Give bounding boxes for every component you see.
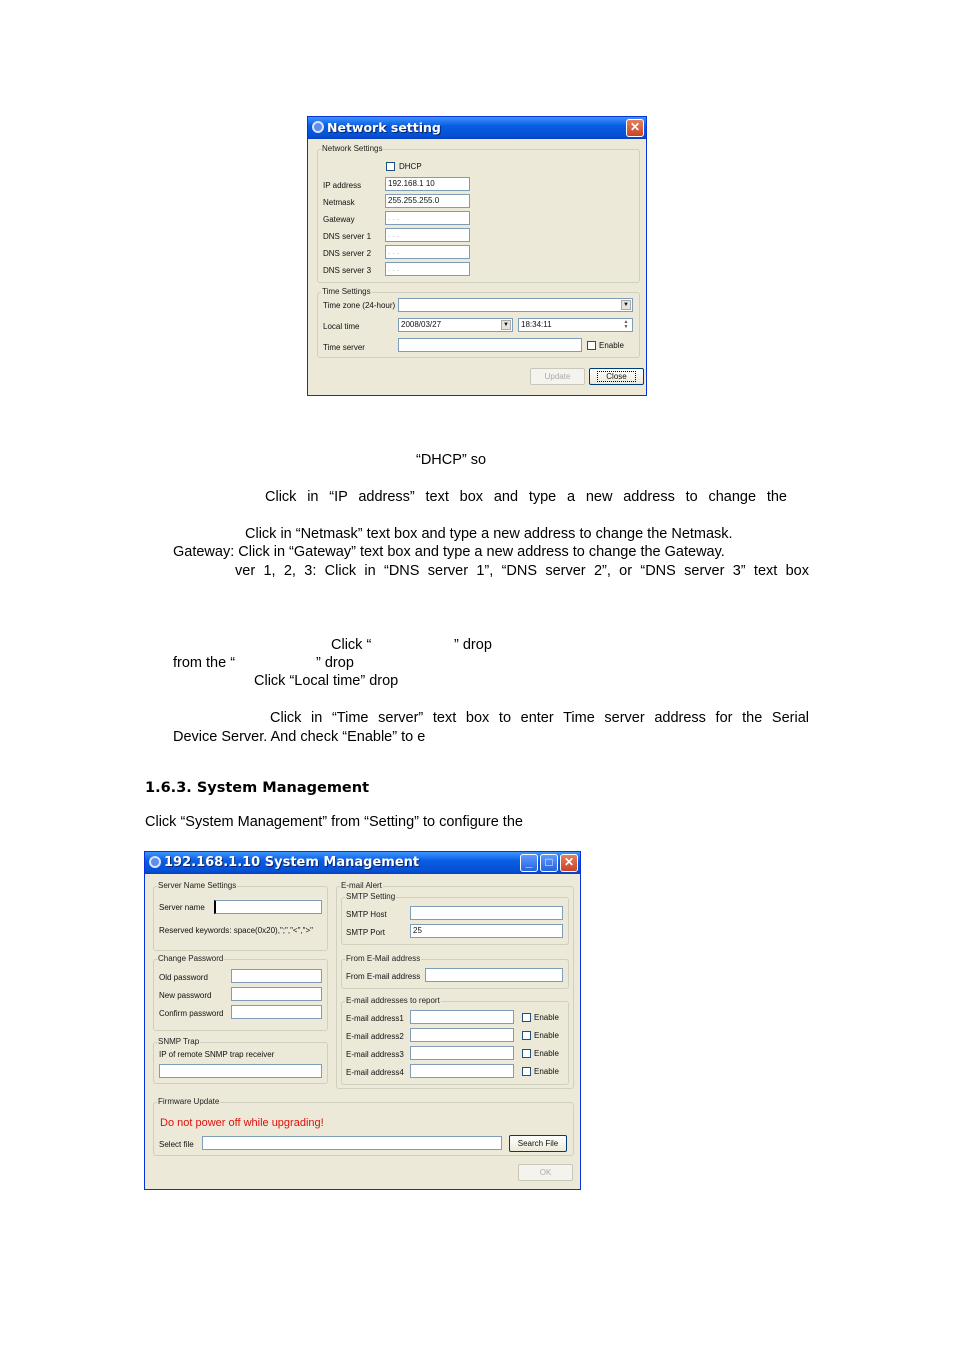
date-picker[interactable]: [398, 318, 513, 332]
time-settings-group: [317, 287, 640, 358]
ip-address-input[interactable]: 192.168.1 10: [385, 177, 470, 191]
snmp-trap-group: [153, 1037, 328, 1084]
dns3-input[interactable]: . . .: [385, 262, 470, 276]
sys-window-title: 192.168.1.10 System Management: [164, 855, 420, 870]
dhcp-label: DHCP: [399, 162, 422, 171]
email1-enable-checkbox[interactable]: [522, 1013, 531, 1022]
old-password-input[interactable]: [231, 969, 322, 983]
date-value: 2008/03/27: [401, 320, 442, 329]
gateway-input[interactable]: . . .: [385, 211, 470, 225]
dns3-label: DNS server 3: [323, 266, 372, 275]
smtp-port-label: SMTP Port: [346, 928, 385, 937]
email4-enable-checkbox[interactable]: [522, 1067, 531, 1076]
timezone-select[interactable]: [398, 298, 633, 312]
ok-button[interactable]: OK: [518, 1164, 573, 1181]
group-caption: Firmware Update: [158, 1097, 220, 1106]
confirm-password-input[interactable]: [231, 1005, 322, 1019]
body-line-5: ver 1, 2, 3: Click in “DNS server 1”, “DNS server 2”, or “DNS server 3” text box: [235, 563, 809, 579]
email-address1-label: E-mail address1: [346, 1014, 404, 1023]
server-name-label: Server name: [159, 903, 205, 912]
dns2-label: DNS server 2: [323, 249, 372, 258]
chevron-down-icon[interactable]: ▼: [621, 300, 631, 310]
body-line-11: Click “System Management” from “Setting” to configure the: [145, 814, 523, 830]
group-caption: SMTP Setting: [346, 892, 396, 901]
network-client-area: [311, 139, 643, 392]
system-management-window: [144, 851, 581, 1190]
email-address3-label: E-mail address3: [346, 1050, 404, 1059]
enable-label: Enable: [534, 1013, 559, 1022]
app-icon: [149, 856, 161, 868]
group-caption: E-mail Alert: [341, 881, 382, 890]
local-time-label: Local time: [323, 322, 360, 331]
email-address1-input[interactable]: [410, 1010, 514, 1024]
smtp-port-input[interactable]: 25: [410, 924, 563, 938]
time-server-enable-checkbox[interactable]: [587, 341, 596, 350]
enable-label: Enable: [534, 1049, 559, 1058]
body-line-3: Click in “Netmask” text box and type a new address to change the Netmask.: [245, 526, 733, 542]
group-caption: SNMP Trap: [158, 1037, 200, 1046]
email-address4-label: E-mail address4: [346, 1068, 404, 1077]
body-line-7a: from the “: [173, 655, 236, 671]
netmask-input[interactable]: 255.255.255.0: [385, 194, 470, 208]
from-email-label: From E-mail address: [346, 972, 421, 981]
time-server-label: Time server: [323, 343, 365, 352]
group-caption: E-mail addresses to report: [346, 996, 440, 1005]
close-icon[interactable]: ✕: [560, 854, 578, 872]
new-password-input[interactable]: [231, 987, 322, 1001]
change-password-group: [153, 954, 328, 1031]
group-caption: From E-Mail address: [346, 954, 421, 963]
ip-address-label: IP address: [323, 181, 362, 190]
server-name-input[interactable]: [214, 900, 322, 914]
enable-label: Enable: [599, 341, 624, 350]
group-caption: Time Settings: [322, 287, 371, 296]
body-line-1: “DHCP” so: [416, 452, 487, 468]
maximize-icon[interactable]: □: [540, 854, 558, 872]
update-button[interactable]: Update: [530, 368, 585, 385]
dns1-input[interactable]: . . .: [385, 228, 470, 242]
app-icon: [312, 121, 324, 133]
body-line-4: Gateway: Click in “Gateway” text box and type a new address to change the Gateway.: [173, 544, 725, 560]
from-email-input[interactable]: [425, 968, 563, 982]
network-settings-group: [317, 144, 640, 283]
confirm-password-label: Confirm password: [159, 1009, 224, 1018]
from-email-group: [341, 954, 569, 989]
report-emails-group: [341, 996, 569, 1085]
timezone-label: Time zone (24-hour): [323, 301, 396, 310]
body-line-10: Device Server. And check “Enable” to e: [173, 729, 426, 745]
body-line-6a: Click “: [331, 637, 372, 653]
close-button[interactable]: [589, 368, 644, 385]
sys-title-bar[interactable]: [145, 852, 580, 874]
smtp-host-input[interactable]: [410, 906, 563, 920]
body-line-6b: ” drop: [454, 637, 492, 653]
network-title-bar[interactable]: [308, 117, 646, 139]
firmware-update-group: [153, 1097, 574, 1156]
time-spinner[interactable]: [518, 318, 633, 332]
dns1-label: DNS server 1: [323, 232, 372, 241]
smtp-host-label: SMTP Host: [346, 910, 387, 919]
chevron-down-icon[interactable]: ▼: [501, 320, 511, 330]
close-button-label: Close: [598, 372, 634, 381]
body-line-8: Click “Local time” drop: [254, 673, 399, 689]
spinner-arrows-icon[interactable]: ▲ ▼: [623, 319, 629, 330]
enable-label: Enable: [534, 1031, 559, 1040]
server-name-group: [153, 881, 328, 951]
new-password-label: New password: [159, 991, 212, 1000]
minimize-icon[interactable]: _: [520, 854, 538, 872]
email-alert-group: [336, 881, 574, 1089]
search-file-button[interactable]: Search File: [509, 1135, 567, 1152]
network-window-title: Network setting: [327, 120, 441, 135]
dhcp-checkbox[interactable]: [386, 162, 395, 171]
smtp-setting-group: [341, 892, 569, 945]
snmp-receiver-input[interactable]: [159, 1064, 322, 1078]
reserved-keywords-note: Reserved keywords: space(0x20),";","<",">": [159, 926, 313, 935]
dns2-input[interactable]: . . .: [385, 245, 470, 259]
body-line-7b: ” drop: [316, 655, 354, 671]
section-heading: 1.6.3. System Management: [145, 780, 370, 796]
email-address4-input[interactable]: [410, 1064, 514, 1078]
email3-enable-checkbox[interactable]: [522, 1049, 531, 1058]
time-server-input[interactable]: [398, 338, 582, 352]
email-address2-label: E-mail address2: [346, 1032, 404, 1041]
group-caption: Network Settings: [322, 144, 383, 153]
email-address2-input[interactable]: [410, 1028, 514, 1042]
snmp-receiver-label: IP of remote SNMP trap receiver: [159, 1050, 275, 1059]
gateway-label: Gateway: [323, 215, 355, 224]
close-icon[interactable]: ✕: [626, 119, 644, 137]
sys-client-area: [148, 874, 577, 1186]
firmware-warning: Do not power off while upgrading!: [160, 1117, 324, 1129]
select-file-label: Select file: [159, 1140, 194, 1149]
enable-label: Enable: [534, 1067, 559, 1076]
body-line-2: Click in “IP address” text box and type a new address to change the: [265, 489, 787, 505]
time-value: 18:34:11: [521, 320, 552, 329]
select-file-input[interactable]: [202, 1136, 502, 1150]
network-setting-window: [307, 116, 647, 396]
group-caption: Change Password: [158, 954, 224, 963]
group-caption: Server Name Settings: [158, 881, 237, 890]
email2-enable-checkbox[interactable]: [522, 1031, 531, 1040]
body-line-9: Click in “Time server” text box to enter Time server address for the Serial: [270, 710, 809, 726]
netmask-label: Netmask: [323, 198, 355, 207]
old-password-label: Old password: [159, 973, 208, 982]
email-address3-input[interactable]: [410, 1046, 514, 1060]
